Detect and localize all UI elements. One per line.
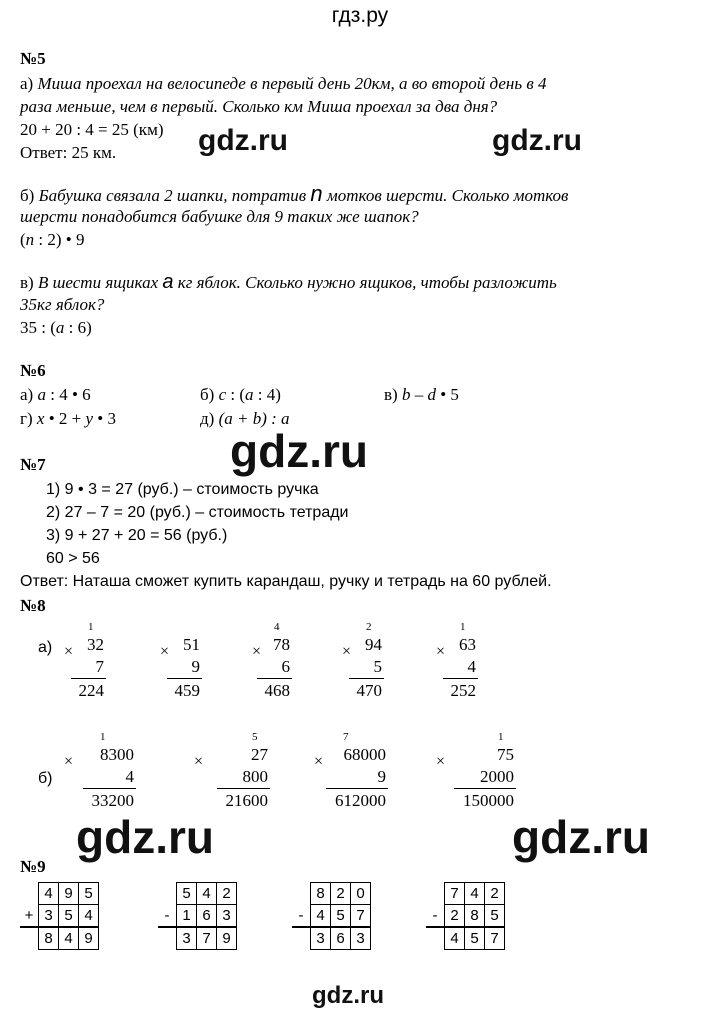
carry-digit: 5 (252, 731, 258, 743)
result-line (326, 788, 388, 789)
solution-c: 35 : (a : 6) (20, 318, 92, 337)
problem-b-line2: шерсти понадобится бабушке для 9 таких же шапок? (20, 207, 419, 226)
operator-cell (20, 927, 39, 950)
watermark: gdz.ru (76, 811, 214, 863)
digit-cell: 3 (351, 927, 371, 950)
multiplicand: 78 (273, 635, 290, 654)
multiplier: 5 (373, 657, 382, 676)
task-number: №8 (20, 596, 46, 615)
operator-cell: - (432, 906, 438, 924)
carry-digit: 2 (366, 621, 372, 633)
result-line (443, 678, 478, 679)
operator-cell (158, 927, 177, 950)
operator-cell (426, 883, 445, 905)
multiply-sign: × (436, 643, 446, 660)
result-line (257, 678, 292, 679)
expression-b: б) c : (a : 4) (200, 385, 281, 404)
expression-c: в) b – d • 5 (384, 385, 459, 404)
multiply-sign: × (194, 753, 204, 770)
multiply-sign: × (314, 753, 324, 770)
answer-a: Ответ: 25 км. (20, 143, 117, 162)
digit-cell: 9 (59, 883, 79, 905)
multiplier: 7 (95, 657, 104, 676)
watermark: gdz.ru (198, 124, 288, 157)
multiply-sign: × (342, 643, 352, 660)
product: 252 (450, 681, 476, 700)
digit-cell: 4 (79, 905, 99, 928)
digit-cell: 1 (177, 905, 197, 928)
row-a-label: а) (38, 639, 53, 656)
digit-cell: 4 (39, 883, 59, 905)
operator-cell (292, 927, 311, 950)
problem-b-line1: б) Бабушка связала 2 шапки, потратив n мотков шерсти. Сколько мотков (20, 181, 569, 206)
multiplicand: 8300 (100, 745, 134, 764)
digit-cell: 8 (311, 883, 331, 905)
product: 470 (356, 681, 382, 700)
digit-cell: 2 (217, 883, 237, 905)
multiplier: 4 (125, 767, 134, 786)
digit-cell: 6 (331, 927, 351, 950)
multiply-sign: × (64, 753, 74, 770)
operator-cell (292, 883, 311, 905)
step-3: 3) 9 + 27 + 20 = 56 (руб.) (46, 527, 228, 544)
watermark: gdz.ru (492, 124, 582, 157)
task-number: №9 (20, 857, 46, 876)
digit-cell: 4 (465, 883, 485, 905)
digit-cell: 2 (445, 905, 465, 928)
result-line (71, 678, 106, 679)
digit-cell: 3 (311, 927, 331, 950)
digit-cell: 8 (465, 905, 485, 928)
arithmetic-table (158, 882, 237, 950)
multiplier: 6 (281, 657, 290, 676)
multiplicand: 63 (459, 635, 476, 654)
multiplier: 4 (467, 657, 476, 676)
digit-cell: 4 (59, 927, 79, 950)
step-1: 1) 9 • 3 = 27 (руб.) – стоимость ручка (46, 481, 319, 498)
digit-cell: 9 (217, 927, 237, 950)
digit-cell: 3 (217, 905, 237, 928)
carry-digit: 4 (274, 621, 280, 633)
product: 468 (264, 681, 290, 700)
multiplier: 800 (242, 767, 268, 786)
multiply-sign: × (436, 753, 446, 770)
multiplicand: 51 (183, 635, 200, 654)
problem-a-line2: раза меньше, чем в первый. Сколько км Миша проехал за два дня? (20, 97, 498, 116)
digit-cell: 2 (331, 883, 351, 905)
comparison: 60 > 56 (46, 550, 100, 567)
multiply-sign: × (160, 643, 170, 660)
digit-cell: 4 (197, 883, 217, 905)
multiplier: 9 (191, 657, 200, 676)
digit-cell: 5 (177, 883, 197, 905)
multiplicand: 68000 (343, 745, 386, 764)
task-number: №6 (20, 361, 46, 380)
digit-cell: 5 (465, 927, 485, 950)
digit-cell: 7 (197, 927, 217, 950)
digit-cell: 2 (485, 883, 505, 905)
operator-cell (158, 883, 177, 905)
carry-digit: 1 (498, 731, 504, 743)
problem-c-line2: 35кг яблок? (20, 295, 105, 314)
multiplicand: 27 (251, 745, 268, 764)
multiplicand: 75 (497, 745, 514, 764)
digit-cell: 9 (79, 927, 99, 950)
watermark: gdz.ru (512, 811, 650, 863)
expression-d: г) x • 2 + y • 3 (20, 409, 116, 428)
operator-cell (426, 927, 445, 950)
solution-a: 20 + 20 : 4 = 25 (км) (20, 120, 164, 139)
digit-cell: 5 (79, 883, 99, 905)
task-number: №5 (20, 49, 46, 68)
operator-cell: - (164, 906, 170, 924)
site-title: гдз.ру (331, 4, 389, 27)
result-line (454, 788, 516, 789)
product: 459 (174, 681, 200, 700)
digit-cell: 4 (445, 927, 465, 950)
result-line (217, 788, 270, 789)
digit-cell: 7 (485, 927, 505, 950)
product: 224 (78, 681, 104, 700)
multiplicand: 94 (365, 635, 382, 654)
answer-7: Ответ: Наташа сможет купить карандаш, ручку и тетрадь на 60 рублей. (20, 573, 552, 590)
task-number: №7 (20, 455, 46, 474)
multiplier: 9 (377, 767, 386, 786)
arithmetic-table (292, 882, 371, 950)
product: 21600 (225, 791, 268, 810)
watermark: gdz.ru (312, 982, 384, 1009)
watermark: gdz.ru (230, 425, 368, 477)
expression-e: д) (a + b) : a (200, 409, 290, 428)
expression-a: а) a : 4 • 6 (20, 385, 91, 404)
digit-cell: 5 (59, 905, 79, 928)
result-line (83, 788, 136, 789)
operator-cell: + (24, 906, 34, 924)
carry-digit: 1 (88, 621, 94, 633)
result-line (167, 678, 202, 679)
problem-a-line1: а) Миша проехал на велосипеде в первый день 20км, а во второй день в 4 (20, 74, 547, 93)
digit-cell: 7 (445, 883, 465, 905)
problem-c-line1: в) В шести ящиках a кг яблок. Сколько нужно ящиков, чтобы разложить (20, 271, 557, 293)
digit-cell: 3 (39, 905, 59, 928)
product: 612000 (335, 791, 386, 810)
digit-cell: 0 (351, 883, 371, 905)
operator-cell: - (298, 906, 304, 924)
carry-digit: 1 (100, 731, 106, 743)
operator-cell (20, 883, 39, 905)
carry-digit: 7 (343, 731, 349, 743)
multiply-sign: × (252, 643, 262, 660)
digit-cell: 6 (197, 905, 217, 928)
digit-cell: 8 (39, 927, 59, 950)
carry-digit: 1 (460, 621, 466, 633)
result-line (349, 678, 384, 679)
solution-b: (n : 2) • 9 (20, 230, 85, 249)
product: 150000 (463, 791, 514, 810)
row-b-label: б) (38, 770, 53, 787)
digit-cell: 4 (311, 905, 331, 928)
multiplicand: 32 (87, 635, 104, 654)
arithmetic-table (426, 882, 505, 950)
digit-cell: 5 (331, 905, 351, 928)
multiplier: 2000 (480, 767, 514, 786)
step-2: 2) 27 – 7 = 20 (руб.) – стоимость тетради (46, 504, 349, 521)
arithmetic-table (20, 882, 99, 950)
digit-cell: 7 (351, 905, 371, 928)
digit-cell: 5 (485, 905, 505, 928)
digit-cell: 3 (177, 927, 197, 950)
multiply-sign: × (64, 643, 74, 660)
product: 33200 (91, 791, 134, 810)
